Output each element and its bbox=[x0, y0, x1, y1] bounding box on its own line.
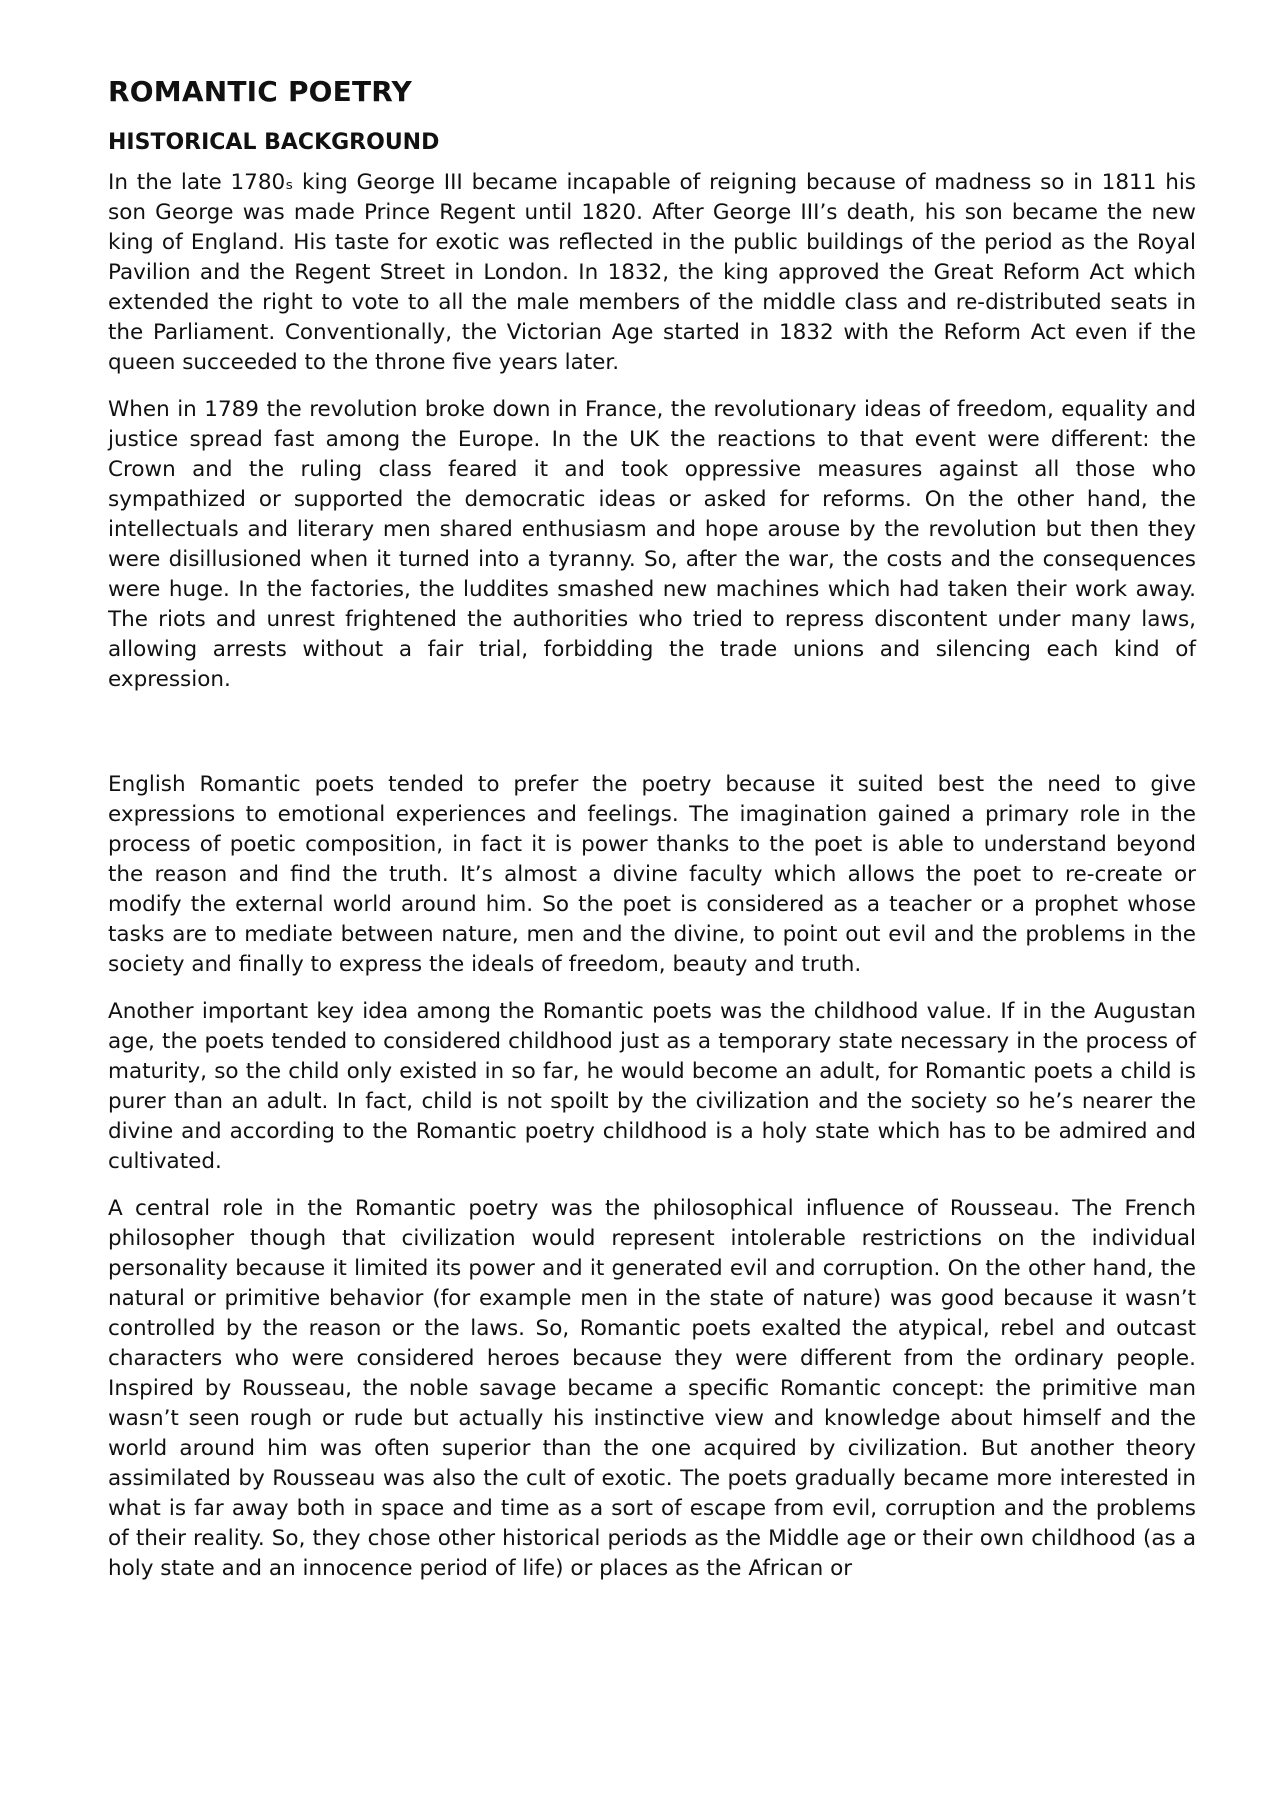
paragraph-rousseau-influence: A central role in the Romantic poetry was the philosophical influence of Rousseau. The French philosopher though that civilization would represent intolerable restrictions on the individual personality because it limited its power and it generated evil and corruption. On the other hand, the natural or primitive behavior (for example men in the state of nature) was good because it wasn’t controlled by the reason or the laws. So, Romantic poets exalted the atypical, rebel and outcast characters who were considered heroes because they were different from the ordinary people. Inspired by Rousseau, the noble savage became a specific Romantic concept: the primitive man wasn’t seen rough or rude but actually his instinctive view and knowledge about himself and the world around him was often superior than the one acquired by civilization. But another theory assimilated by Rousseau was also the cult of exotic. The poets gradually became more interested in what is far away both in space and time as a sort of escape from evil, corruption and the problems of their reality. So, they chose other historical periods as the Middle age or their own childhood (as a holy state and an innocence period of life) or places as the African or bbox=[108, 1196, 1196, 1581]
document-page bbox=[108, 74, 1196, 1584]
document-title: ROMANTIC POETRY bbox=[108, 75, 412, 108]
paragraph-french-revolution: When in 1789 the revolution broke down in France, the revolutionary ideas of freedom, equality and justice spread fast among the Europe. In the UK the reactions to that event were different: the Crown and the ruling class feared it and took oppressive measures against all those who sympathized or supported the democratic ideas or asked for reforms. On the other hand, the intellectuals and literary men shared enthusiasm and hope arouse by the revolution but then they were disillusioned when it turned into a tyranny. So, after the war, the costs and the consequences were huge. In the factories, the luddites smashed new machines which had taken their work away. The riots and unrest frightened the authorities who tried to repress discontent under many laws, allowing arrests without a fair trial, forbidding the trade unions and silencing each kind of expression. bbox=[108, 397, 1196, 692]
paragraph-romantic-poets-imagination: English Romantic poets tended to prefer the poetry because it suited best the need to give expressions to emotional experiences and feelings. The imagination gained a primary role in the process of poetic composition, in fact it is power thanks to the poet is able to understand beyond the reason and find the truth. It’s almost a divine faculty which allows the poet to re-create or modify the external world around him. So the poet is considered as a teacher or a prophet whose tasks are to mediate between nature, men and the divine, to point out evil and the problems in the society and finally to express the ideals of freedom, beauty and truth. bbox=[108, 772, 1196, 977]
paragraph-historical-background: In the late 1780ₛ king George III became incapable of reigning because of madness so in 1811 his son George was made Prince Regent until 1820. After George III’s death, his son became the new king of England. His taste for exotic was reflected in the public buildings of the period as the Royal Pavilion and the Regent Street in London. In 1832, the king approved the Great Reform Act which extended the right to vote to all the male members of the middle class and re-distributed seats in the Parliament. Conventionally, the Victorian Age started in 1832 with the Reform Act even if the queen succeeded to the throne five years later. bbox=[108, 170, 1196, 375]
paragraph-childhood-value: Another important key idea among the Romantic poets was the childhood value. If in the Augustan age, the poets tended to considered childhood just as a temporary state necessary in the process of maturity, so the child only existed in so far, he would become an adult, for Romantic poets a child is purer than an adult. In fact, child is not spoilt by the civilization and the society so he’s nearer the divine and according to the Romantic poetry childhood is a holy state which has to be admired and cultivated. bbox=[108, 999, 1196, 1174]
section-heading: HISTORICAL BACKGROUND bbox=[108, 130, 440, 155]
